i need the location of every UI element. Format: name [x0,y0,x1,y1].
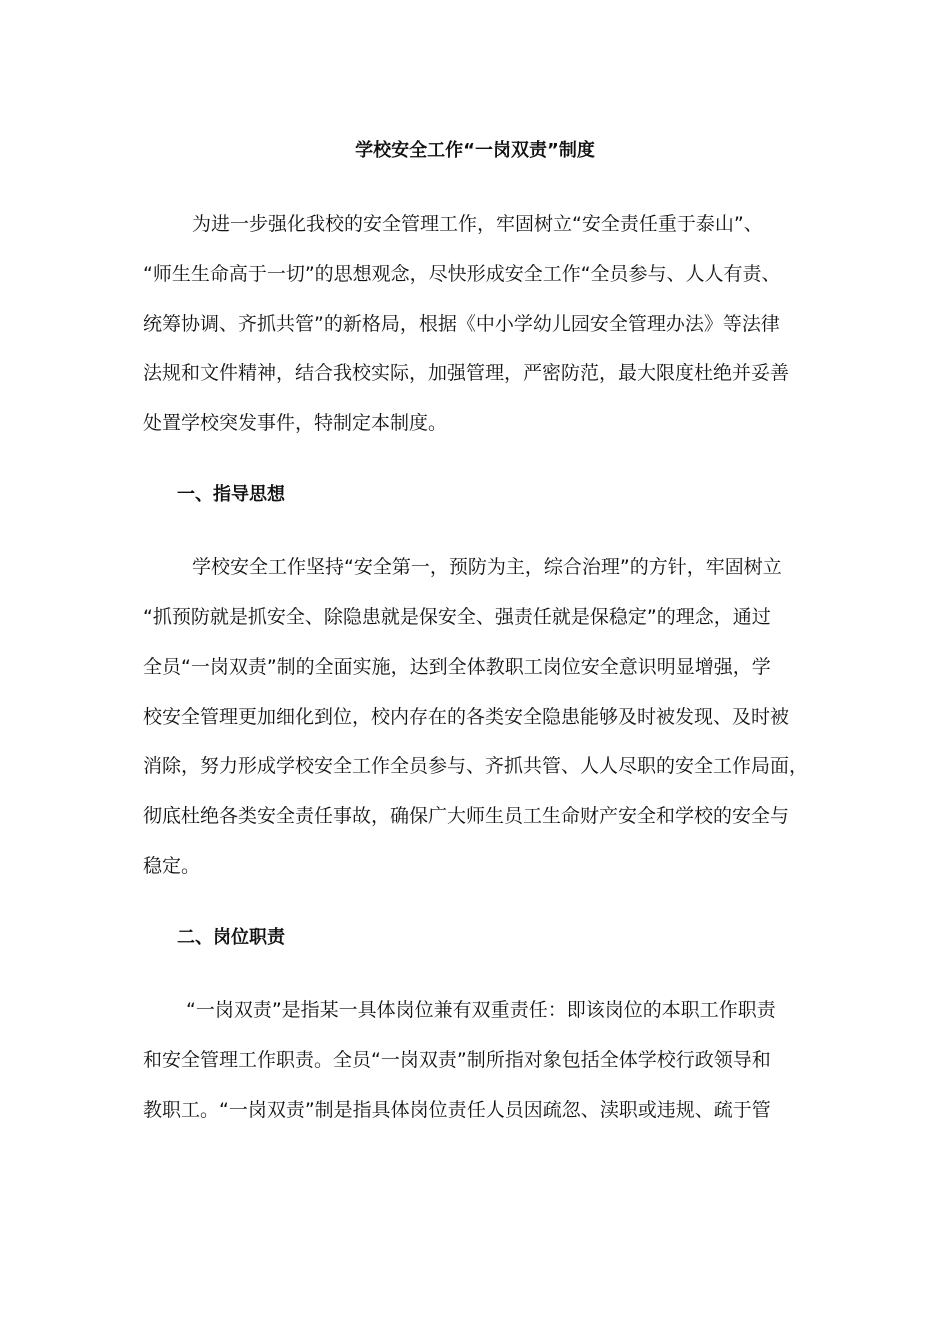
section1-line: 学校安全工作坚持“安全第一，预防为主，综合治理”的方针，牢固树立 [192,556,782,578]
document-title: 学校安全工作“一岗双责”制度 [355,140,595,161]
section2-line: “一岗双责”是指某一具体岗位兼有双重责任：即该岗位的本职工作职责 [186,999,776,1021]
intro-line: 为进一步强化我校的安全管理工作，牢固树立“安全责任重于泰山”、 [192,213,763,235]
section1-line: 稳定。 [143,855,201,877]
intro-line: 统筹协调、齐抓共管”的新格局，根据《中小学幼儿园安全管理办法》等法律 [143,313,780,335]
section1-line: 全员“一岗双责”制的全面实施，达到全体教职工岗位安全意识明显增强，学 [143,656,771,678]
section1-line: 彻底杜绝各类安全责任事故，确保广大师生员工生命财产安全和学校的安全与 [143,805,790,827]
section2-line: 教职工。“一岗双责”制是指具体岗位责任人员因疏忽、渎职或违规、疏于管 [143,1099,771,1121]
section1-line: 消除，努力形成学校安全工作全员参与、齐抓共管、人人尽职的安全工作局面， [143,755,809,777]
section2-line: 和安全管理工作职责。全员“一岗双责”制所指对象包括全体学校行政领导和 [143,1049,771,1071]
section-heading-job-responsibilities: 二、岗位职责 [177,927,285,948]
section-heading-guiding-principle: 一、指导思想 [177,484,285,505]
section1-line: 校安全管理更加细化到位，校内存在的各类安全隐患能够及时被发现、及时被 [143,706,790,728]
intro-line: “师生生命高于一切”的思想观念，尽快形成安全工作“全员参与、人人有责、 [143,263,781,285]
intro-line: 处置学校突发事件，特制定本制度。 [143,412,448,434]
section1-line: “抓预防就是抓安全、除隐患就是保安全、强责任就是保稳定”的理念，通过 [143,606,771,628]
intro-line: 法规和文件精神，结合我校实际，加强管理，严密防范，最大限度杜绝并妥善 [143,362,790,384]
